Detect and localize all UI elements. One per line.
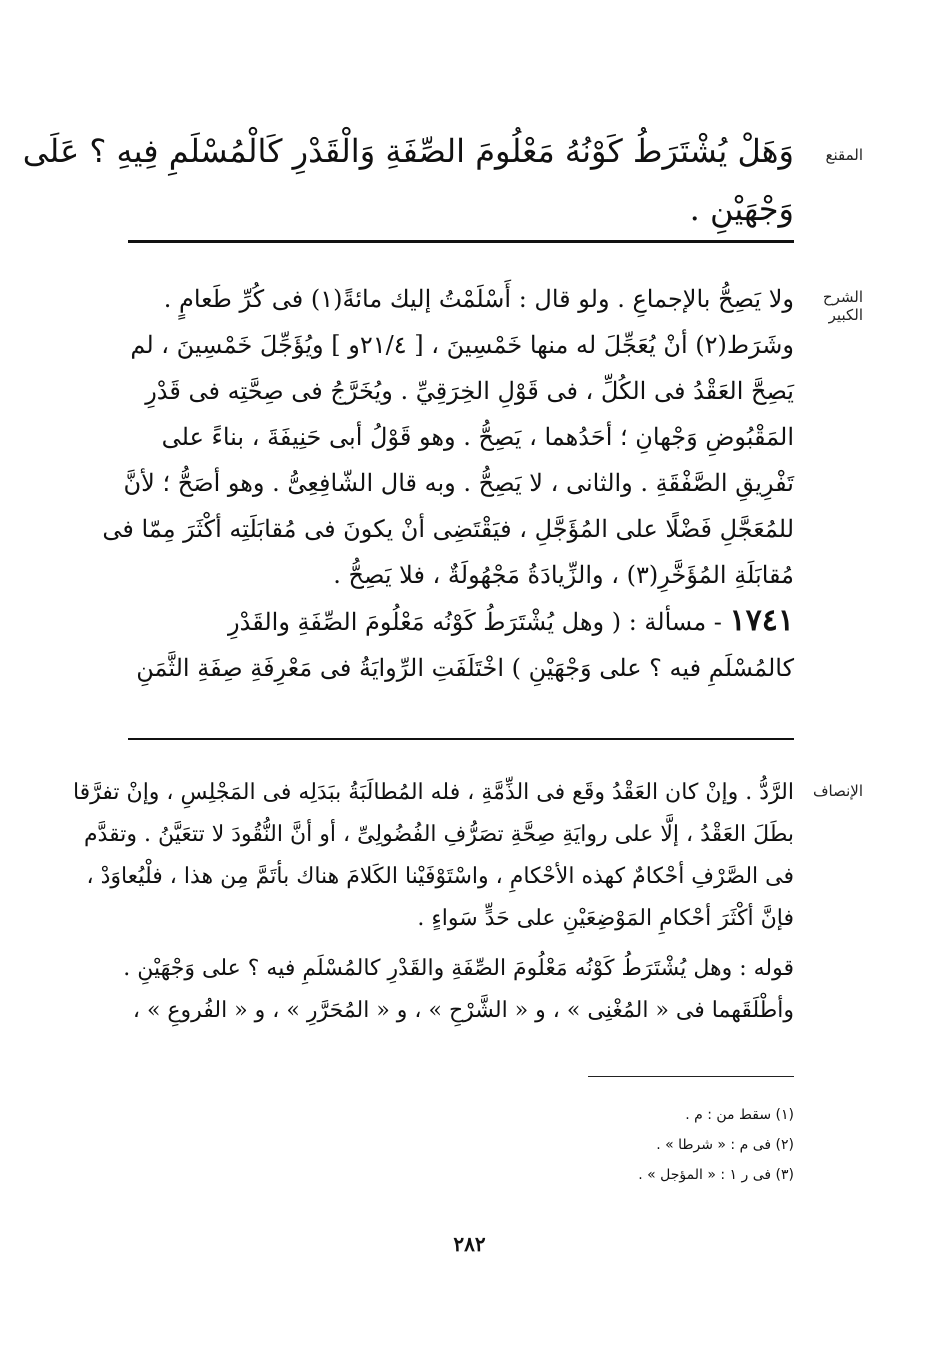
footnote-3: (٣) فى ر ١ : « المؤجل » . xyxy=(638,1167,794,1183)
text-line: وشَرَط(٢) أنْ يُعَجِّلَ له منها خَمْسِينَ ، [ ٢١/٤و ] ويُؤَجِّلَ خَمْسِينَ ، لم xyxy=(130,331,794,359)
text-line: وَجْهَيْنِ . xyxy=(689,190,794,228)
text-line: تَفْرِيقِ الصَّفْقَةِ . والثانى ، لا يَصِحُّ . وبه قال الشّافِعِىُّ . وهو أصَحُّ ؛ لأنَّ xyxy=(123,469,794,497)
masala-line xyxy=(126,598,794,645)
insaf-text xyxy=(72,772,794,1032)
masala-number: ١٧٤١ xyxy=(729,603,794,638)
masala-text: - مسألة : ( وهل يُشْتَرَطُ كَوْنُه مَعْلُومَ الصِّفَةِ والقَدْرِ xyxy=(228,608,730,636)
text-line: كالمُسْلَمِ فيه ؟ على وَجْهَيْنِ ) اخْتَلَفَتِ الرِّوايَةُ فى مَعْرِفَةِ صِفَةِ الثَّمَنِ xyxy=(136,654,794,682)
text-line: مُقابَلَةِ المُؤَخَّرِ(٣) ، والزِّيادَةُ مَجْهُولَةٌ ، فلا يَصِحُّ . xyxy=(333,561,794,589)
text-line: قوله : وهل يُشْتَرَطُ كَوْنُه مَعْلُومَ الصِّفَةِ والقَدْرِ كالمُسْلَمِ فيه ؟ على وَجْهَيْنِ . xyxy=(123,956,794,981)
text-line: المَقْبُوضِ وَجْهانِ ؛ أحَدُهما ، يَصِحُّ . وهو قَوْلُ أبى حَنِيفَةَ ، بناءً على xyxy=(161,423,794,451)
footnote-1: (١) سقط من : م . xyxy=(685,1107,794,1123)
section-label-muqni: المقنع xyxy=(825,146,863,164)
page-number: ٢٨٢ xyxy=(453,1232,486,1256)
sharh-text xyxy=(102,276,794,691)
text-line: وأطْلَقَهما فى « المُغْنِى » ، و « الشَّرْحِ » ، و « المُحَرَّرِ » ، و « الفُروعِ » ، xyxy=(132,998,794,1023)
text-line: ولا يَصِحُّ بالإجماعِ . ولو قال : أَسْلَمْتُ إليك مائةً(١) فى كُرِّ طَعامٍ . xyxy=(163,285,794,313)
section-label-insaf: الإنصاف xyxy=(812,782,863,800)
section-divider xyxy=(128,738,794,740)
text-line: الرَّدُّ . وإنْ كان العَقْدُ وقَع فى الذِّمَّةِ ، فله المُطالَبَةُ ببَدَلِه فى المَجْلِسِ ، وإنْ تفرَّقا xyxy=(72,780,794,805)
text-line: بطَلَ العَقْدُ ، إلَّا على روايَةِ صِحَّةِ تصَرُّفِ الفُضُولِىِّ ، أو أنَّ النُّقُودَ لا تتعَيَّنُ . وتقدَّم xyxy=(83,822,794,847)
text-line: فإنَّ أكْثَرَ أحْكامِ المَوْضِعَيْنِ على حَدٍّ سَواءٍ . xyxy=(417,906,794,931)
text-line: للمُعَجَّلِ فَضْلًا على المُؤَجَّلِ ، فيَقْتَضِى أنْ يكونَ فى مُقابَلَتِه أكْثَرَ مِمّا فى xyxy=(102,515,794,543)
footnotes xyxy=(420,1100,794,1190)
footnote-divider xyxy=(588,1076,794,1077)
text-line: وَهَلْ يُشْتَرَطُ كَوْنُهُ مَعْلُومَ الصِّفَةِ وَالْقَدْرِ كَالْمُسْلَمِ فِيهِ ؟ عَلَى xyxy=(22,132,794,170)
muqni-text xyxy=(22,122,794,238)
text-line: فى الصَّرْفِ أحْكامٌ كهذه الأحْكامِ ، واسْتَوْفَيْنا الكَلامَ هناك بأتَمَّ مِن هذا ، فلْيُعاوَدْ ، xyxy=(86,864,794,889)
text-line: يَصِحَّ العَقْدُ فى الكُلِّ ، فى قَوْلِ الخِرَقِيِّ . ويُخَرَّجُ فى صِحَّتِه فى قَدْرِ xyxy=(145,377,794,405)
footnote-2: (٢) فى م : « شرطا » . xyxy=(656,1137,794,1153)
section-divider xyxy=(128,240,794,243)
section-label-sharh: الشرح الكبير xyxy=(822,288,863,324)
